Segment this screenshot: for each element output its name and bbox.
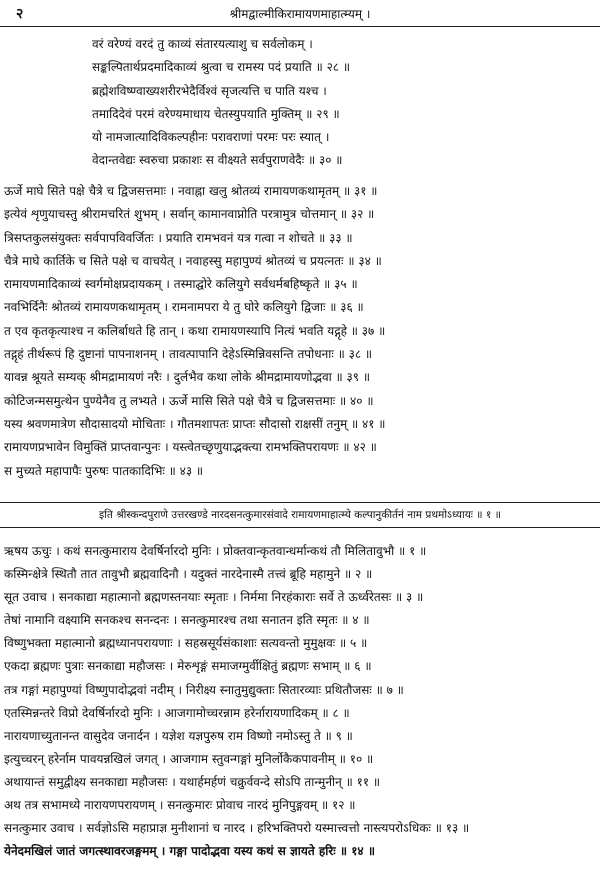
verse-line: ऋषय ऊचुः । कथं सनत्कुमाराय देवर्षिर्नारदो मुनिः । प्रोक्तवान्कृतवान्धर्मान्कथं तौ मिलितावुभौ ॥ १ ॥: [4, 544, 427, 558]
top-verse-block: [0, 33, 600, 173]
verse-line: स मुच्यते महापापैः पुरुषः पातकादिभिः ॥ ४३ ॥: [4, 463, 204, 478]
verse-line: ऊर्जे माघे सिते पक्षे चैत्रे च द्विजसत्तमाः । नवाह्ना खलु श्रोतव्यं रामायणकथामृतम् ॥ ३१ ॥: [4, 184, 378, 198]
main-verse-block: [0, 180, 600, 483]
verse-line: यस्य श्रवणमात्रेण सौदासादयो मोचिताः । गौतमशापतः प्राप्तः सौदासो राक्षसीं तनुम् ॥ ४१ ॥: [4, 416, 386, 431]
verse-line: रामायणप्रभावेन विमुक्तिं प्राप्तवान्पुनः । यस्त्वेतच्छृणुयाद्भक्त्या रामभक्तिपरायणः ॥ ४२ ॥: [4, 440, 377, 455]
verse-line: वेदान्तवेद्यः स्वरुचा प्रकाशः स वीक्ष्यते सर्वपुराणवेदैः ॥ ३० ॥: [92, 153, 343, 168]
verse-line: अथायान्तं समुद्वीक्ष्य सनकाद्या महौजसः । यथार्हमर्हणं चक्रुर्ववन्दे सोऽपि तान्मुनीन् ॥ ११ ॥: [4, 774, 381, 789]
verse-line: तत्र गङ्गां महापुण्यां विष्णुपादोद्भवां नदीम् । निरीक्ष्य स्नातुमुद्युक्ताः सितारव्याः प्रथितौजसः ॥ ७ ॥: [4, 682, 404, 697]
verse-line: ब्रह्मेशविष्ण्वाख्यशरीरभेदैर्विश्वं सृजत्यत्ति च पाति यश्च ।: [92, 83, 327, 98]
verse-line: तद्गृहं तीर्थरूपं हि दुष्टानां पापनाशनम् । तावत्पापानि देहेऽस्मिन्निवसन्ति तपोधनाः ॥ ३८ ॥: [4, 347, 373, 362]
verse-line: एतस्मिन्नन्तरे विप्रो देवर्षिर्नारदो मुनिः । आजगामोच्चरन्नाम हरेर्नारायणादिकम् ॥ ८ ॥: [4, 705, 350, 720]
verse-line: सूत उवाच । सनकाद्या महात्मानो ब्रह्मणस्तनयाः स्मृताः । निर्ममा निरहंकाराः सर्वे ते ऊर्ध्वरेतसः ॥ ३ ॥: [4, 590, 424, 605]
verse-line: तेषां नामानि वक्ष्यामि सनकश्च सनन्दनः । सनत्कुमारश्च तथा सनातन इति स्मृतः ॥ ४ ॥: [4, 613, 370, 628]
verse-line: त्रिसप्तकुलसंयुक्तः सर्वपापविवर्जितः । प्रयाति रामभवनं यत्र गत्वा न शोचते ॥ ३३ ॥: [4, 230, 353, 245]
page-header: [0, 0, 600, 27]
verse-line: इत्येवं शृणुयाचस्तु श्रीरामचरितं शुभम् । सर्वान् कामानवाप्नोति परत्रामुत्र चोत्तमान् ॥ ३२ ॥: [4, 207, 375, 222]
verse-line: नवभिर्दिनैः श्रोतव्यं रामायणकथामृतम् । रामनामपरा ये तु घोरे कलियुगे द्विजाः ॥ ३६ ॥: [4, 300, 364, 315]
running-title: श्रीमद्वाल्मीकिरामायणमाहात्म्यम् ।: [229, 7, 371, 21]
page-number: २: [16, 6, 24, 22]
verse-line: एकदा ब्रह्मणः पुत्राः सनकाद्या महौजसः । मेरुशृङ्गं समाजग्मुर्वीक्षितुं ब्रह्मणः सभाम् ॥ ६ ॥: [4, 659, 372, 674]
verse-line: विष्णुभक्ता महात्मानो ब्रह्मध्यानपरायणाः । सहस्रसूर्यसंकाशाः सत्यवन्तो मुमुक्षवः ॥ ५ ॥: [4, 636, 368, 651]
verse-line: रामायणमादिकाव्यं स्वर्गमोक्षप्रदायकम् । तस्माद्घोरे कलियुगे सर्वधर्मबहिष्कृते ॥ ३५ ॥: [4, 277, 358, 292]
verse-line: यो नामजात्यादिविकल्पहीनः परावराणां परमः परः स्यात् ।: [92, 130, 330, 145]
verse-line: चैत्रे माघे कार्तिके च सिते पक्षे च वाचयेत् । नवाहस्सु महापुण्यं श्रोतव्यं च प्रयत्नतः ॥ ३४ ॥: [4, 253, 382, 268]
verse-line: यावन्न श्रूयते सम्यक् श्रीमद्रामायणं नरैः । दुर्लभैव कथा लोके श्रीमद्रामायणोद्भवा ॥ ३९ ॥: [4, 370, 371, 385]
verse-line: येनेदमखिलं जातं जगत्स्थावरजङ्गमम् । गङ्गा पादोद्भवा यस्य कथं स ज्ञायते हरिः ॥ १४ ॥: [4, 844, 376, 859]
verse-line: वरं वरेण्यं वरदं तु काव्यं संतारयत्याशु च सर्वलोकम् ।: [92, 37, 313, 51]
verse-line: त एव कृतकृत्याश्च न कलिर्बाधते हि तान् । कथा रामायणस्यापि नित्यं भवति यद्गृहे ॥ ३७ ॥: [4, 323, 386, 338]
verse-line: सनत्कुमार उवाच । सर्वज्ञोऽसि महाप्राज्ञ मुनीशानां च नारद । हरिभक्तिपरो यस्मात्त्वत्तो नास्त्यपरोऽधिकः ॥ १३ ॥: [4, 821, 470, 836]
chapter-colophon: इति श्रीस्कन्दपुराणे उत्तरखण्डे नारदसनत्कुमारसंवादे रामायणमाहात्म्ये कल्पानुकीर्तनं नाम प्रथमोऽध्यायः ॥ १ ॥: [0, 502, 600, 528]
chapter-two-verse-block: [0, 540, 600, 863]
verse-line: कोटिजन्मसमुत्थेन पुण्येनैव तु लभ्यते । ऊर्जे मासि सिते पक्षे चैत्रे च द्विजसत्तमाः ॥ ४० ॥: [4, 393, 374, 408]
verse-line: अथ तत्र सभामध्ये नारायणपरायणम् । सनत्कुमारः प्रोवाच नारदं मुनिपुङ्गवम् ॥ १२ ॥: [4, 798, 356, 813]
verse-line: सङ्कल्पितार्थप्रदमादिकाव्यं श्रुत्वा च रामस्य पदं प्रयाति ॥ २८ ॥: [92, 60, 351, 75]
verse-line: तमादिदेवं परमं वरेण्यमाधाय चेतस्युपयाति मुक्तिम् ॥ २९ ॥: [92, 106, 340, 121]
verse-line: इत्युच्चरन् हरेर्नाम पावयन्नखिलं जगत् । आजगाम स्तुवन्गङ्गां मुनिर्लोकैकपावनीम् ॥ १० ॥: [4, 751, 374, 766]
verse-line: नारायणाच्युतानन्त वासुदेव जनार्दन । यज्ञेश यज्ञपुरुष राम विष्णो नमोऽस्तु ते ॥ ९ ॥: [4, 728, 353, 743]
verse-line: कस्मिन्क्षेत्रे स्थितौ तात तावुभौ ब्रह्मवादिनौ । यदुक्तं नारदेनास्मै तत्त्वं ब्रूहि महामुने ॥ २ ॥: [4, 567, 373, 582]
